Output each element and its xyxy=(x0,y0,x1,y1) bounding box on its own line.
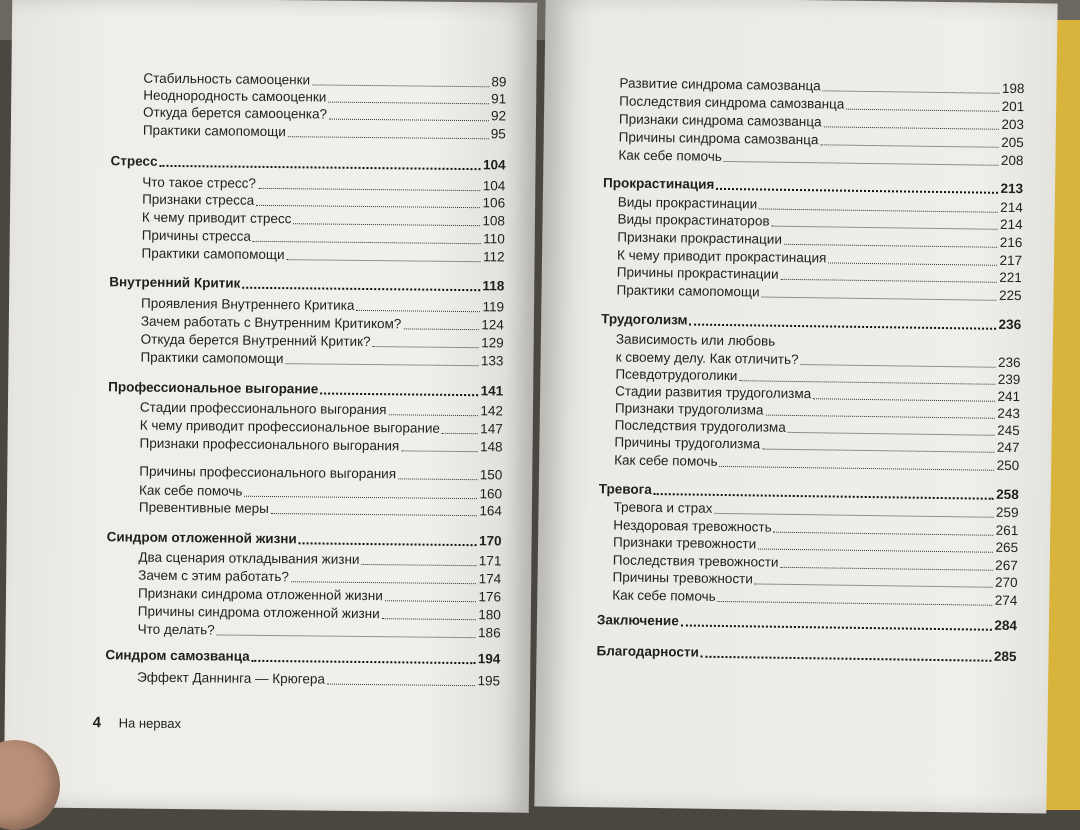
toc-page-number: 174 xyxy=(478,571,502,587)
toc-section-entry xyxy=(110,153,505,173)
toc-page-number: 89 xyxy=(491,74,507,90)
toc-entry-title: Два сценария откладывания жизни xyxy=(138,549,360,567)
toc-entry-title: Практики самопомощи xyxy=(140,349,284,367)
toc-page-number: 91 xyxy=(491,91,507,107)
toc-page-number: 160 xyxy=(479,486,503,502)
toc-entry-title: Синдром самозванца xyxy=(105,647,250,664)
toc-page-number: 198 xyxy=(1001,80,1025,97)
dot-leader xyxy=(328,102,489,105)
toc-section-entry xyxy=(597,612,1017,634)
toc-page-number: 141 xyxy=(480,383,504,399)
dot-leader xyxy=(356,310,480,312)
dot-leader xyxy=(288,136,489,139)
running-title: На нервах xyxy=(118,715,182,732)
dot-leader xyxy=(287,259,481,262)
toc-entry-title: Как себе помочь xyxy=(139,482,243,499)
toc-page-number: 92 xyxy=(490,108,507,124)
toc-entry xyxy=(614,452,1019,474)
toc-entry-title: Причины синдрома отложенной жизни xyxy=(137,603,380,622)
toc-entry xyxy=(142,192,505,212)
toc-page-number: 176 xyxy=(478,589,502,605)
toc-entry-title: Как себе помочь xyxy=(614,452,718,469)
dot-leader xyxy=(252,660,476,664)
toc-page-number: 104 xyxy=(482,157,506,173)
toc-entry-title: Тревога и страх xyxy=(613,499,713,516)
toc-page-number: 186 xyxy=(478,625,501,641)
toc-entry-title: Псевдотрудоголики xyxy=(615,366,738,384)
toc-entry-title: Признаки синдрома отложенной жизни xyxy=(137,585,383,604)
left-page xyxy=(4,0,537,813)
toc-entry-title: Причины прокрастинации xyxy=(616,264,779,282)
dot-leader xyxy=(361,564,476,566)
toc-entry-title: Причины тревожности xyxy=(612,569,753,587)
dot-leader xyxy=(701,656,992,662)
page-footer xyxy=(93,714,182,732)
dot-leader xyxy=(780,279,997,283)
dot-leader xyxy=(784,244,998,248)
toc-page-number: 104 xyxy=(482,178,506,194)
dot-leader xyxy=(716,188,998,194)
toc-entry xyxy=(140,418,503,438)
toc-entry-title: К чему приводит профессиональное выгорание xyxy=(139,417,441,436)
toc-entry-title: Зачем с этим работать? xyxy=(138,567,290,585)
dot-leader xyxy=(253,241,481,244)
toc-page-number: 148 xyxy=(479,439,503,455)
toc-page-number: 265 xyxy=(995,539,1019,556)
toc-page-number: 147 xyxy=(480,421,503,437)
dot-leader xyxy=(244,496,477,499)
toc-entry-title: Причины синдрома самозванца xyxy=(618,129,819,148)
dot-leader xyxy=(771,226,997,230)
toc-section-entry xyxy=(596,643,1016,665)
toc-section-entry xyxy=(108,379,503,399)
toc-entry-title: Откуда берется самооценка? xyxy=(142,104,328,122)
toc-entry-title: Практики самопомощи xyxy=(616,282,760,300)
toc-entry-title: Виды прокрастинаторов xyxy=(617,211,770,229)
toc-page-number: 106 xyxy=(482,195,506,211)
toc-entry xyxy=(138,622,501,642)
toc-page-number: 239 xyxy=(997,371,1021,388)
toc-page-number: 108 xyxy=(482,213,506,229)
toc-entry-title: Признаки прокрастинации xyxy=(617,229,783,247)
toc-entry xyxy=(612,587,1017,609)
toc-page-number: 241 xyxy=(997,388,1021,405)
toc-page-number: 205 xyxy=(1001,134,1024,151)
toc-entry-title: Зачем работать с Внутренним Критиком? xyxy=(140,313,402,332)
toc-page-number: 270 xyxy=(994,574,1018,591)
toc-page-number: 164 xyxy=(479,503,502,519)
dot-leader xyxy=(285,363,478,366)
toc-page-number: 285 xyxy=(993,648,1017,665)
dot-leader xyxy=(159,165,481,170)
toc-entry xyxy=(137,670,500,690)
toc-page-number: 259 xyxy=(995,504,1019,521)
toc-entry-title: Виды прокрастинации xyxy=(617,194,758,212)
toc-entry xyxy=(142,210,505,230)
toc-entry xyxy=(138,568,501,588)
toc-page-number: 261 xyxy=(995,522,1019,539)
dot-leader xyxy=(755,583,993,587)
toc-entry xyxy=(143,105,506,125)
toc-entry-title: Трудоголизм xyxy=(601,311,688,328)
toc-entry-title: Нездоровая тревожность xyxy=(613,517,772,535)
dot-leader xyxy=(820,144,999,147)
dot-leader xyxy=(724,161,999,166)
toc-entry-title: Признаки профессионального выгорания xyxy=(139,435,400,454)
toc-page-number: 236 xyxy=(997,354,1021,371)
toc-entry-title: Признаки стресса xyxy=(142,191,255,208)
toc-page-number: 118 xyxy=(482,278,505,294)
toc-entry xyxy=(139,464,502,484)
toc-entry-title: Зависимость или любовь xyxy=(615,331,776,349)
toc-entry-title: Откуда берется Внутренний Критик? xyxy=(140,331,371,350)
toc-page-number: 129 xyxy=(481,335,504,351)
toc-entry-title: Практики самопомощи xyxy=(142,122,286,140)
toc-entry-title: Эффект Даннинга — Крюгера xyxy=(137,669,325,687)
toc-entry xyxy=(143,123,506,143)
toc-page-number: 150 xyxy=(479,467,503,483)
toc-entry-title: Практики самопомощи xyxy=(141,245,285,263)
toc-entry xyxy=(138,586,501,606)
toc-page-number: 180 xyxy=(478,607,501,623)
toc-entry xyxy=(140,350,503,370)
toc-page-number: 142 xyxy=(480,403,504,419)
toc-entry-title: Профессиональное выгорание xyxy=(108,379,319,397)
toc-entry-title: Что такое стресс? xyxy=(142,174,257,191)
toc-entry-title: Как себе помочь xyxy=(612,587,716,604)
dot-leader xyxy=(256,205,480,208)
toc-page-number: 171 xyxy=(478,553,502,569)
dot-leader xyxy=(828,262,997,265)
dot-leader xyxy=(788,432,995,436)
dot-leader xyxy=(719,466,994,471)
toc-page-number: 112 xyxy=(482,249,505,265)
dot-leader xyxy=(271,513,477,516)
toc-page-number: 124 xyxy=(481,317,504,333)
dot-leader xyxy=(217,634,476,638)
toc-entry-title: Признаки трудоголизма xyxy=(614,400,764,418)
toc-entry xyxy=(140,400,503,420)
toc-entry-title: Стресс xyxy=(110,153,158,169)
dot-leader xyxy=(403,328,479,330)
toc-entry-title: Стадии профессионального выгорания xyxy=(139,399,387,418)
toc-page-number: 214 xyxy=(1000,199,1023,216)
dot-leader xyxy=(442,433,478,434)
toc-entry-title: Стадии развития трудоголизма xyxy=(615,383,812,402)
dot-leader xyxy=(689,324,996,330)
dot-leader xyxy=(401,450,478,452)
dot-leader xyxy=(299,542,477,546)
toc-entry-title: Прокрастинация xyxy=(602,175,715,192)
dot-leader xyxy=(312,84,489,87)
toc-entry-title: Как себе помочь xyxy=(618,147,722,164)
dot-leader xyxy=(291,581,477,584)
dot-leader xyxy=(242,287,480,291)
dot-leader xyxy=(327,684,476,687)
toc-entry-title: Что делать? xyxy=(137,621,215,638)
toc-entry-title: Последствия трудоголизма xyxy=(614,417,786,435)
toc-section-entry xyxy=(107,529,502,549)
dot-leader xyxy=(780,567,993,571)
toc-entry-title: Стабильность самооценки xyxy=(143,70,311,88)
toc-entry xyxy=(616,282,1021,304)
toc-entry-title: К чему приводит прокрастинация xyxy=(616,247,827,266)
toc-page-number: 214 xyxy=(999,216,1023,233)
toc-section-entry xyxy=(601,311,1021,333)
toc-page-number: 250 xyxy=(996,457,1020,474)
dot-leader xyxy=(654,493,994,500)
toc-entry-title: Синдром отложенной жизни xyxy=(106,529,297,547)
right-page xyxy=(534,0,1057,814)
toc-page-number: 245 xyxy=(997,422,1020,439)
toc-entry xyxy=(138,604,501,624)
dot-leader xyxy=(681,624,993,630)
dot-leader xyxy=(293,223,480,226)
toc-page-number: 221 xyxy=(999,269,1022,286)
toc-page-number: 243 xyxy=(997,405,1021,422)
dot-leader xyxy=(258,188,481,191)
dot-leader xyxy=(739,380,995,385)
dot-leader xyxy=(382,618,477,620)
toc-page-number: 133 xyxy=(480,353,504,369)
toc-entry-title: Причины профессионального выгорания xyxy=(139,463,397,482)
toc-page-number: 274 xyxy=(994,592,1018,609)
toc-entry-title: к своему делу. Как отличить? xyxy=(615,349,799,368)
toc-page-number: 236 xyxy=(998,316,1022,333)
toc-page-number: 225 xyxy=(998,287,1022,304)
toc-page-number: 119 xyxy=(482,299,505,315)
dot-leader xyxy=(373,346,480,348)
toc-page-number: 110 xyxy=(483,231,505,247)
toc-entry-title: Благодарности xyxy=(596,643,699,660)
toc-page-number: 216 xyxy=(999,234,1023,251)
toc-entry-title: К чему приводит стресс xyxy=(141,209,292,227)
toc-entry xyxy=(141,246,504,266)
dot-leader xyxy=(765,415,995,419)
toc-entry-title: Проявления Внутреннего Критика xyxy=(140,295,355,313)
toc-section-entry xyxy=(109,274,504,294)
toc-page-number: 213 xyxy=(1000,180,1024,197)
toc-page-number: 195 xyxy=(477,673,501,689)
page-number: 4 xyxy=(92,714,102,732)
dot-leader xyxy=(388,414,478,416)
toc-entry xyxy=(141,332,504,352)
dot-leader xyxy=(774,532,994,536)
dot-leader xyxy=(823,126,999,129)
toc-page-number: 194 xyxy=(477,651,501,667)
toc-section-entry xyxy=(603,175,1023,197)
dot-leader xyxy=(846,109,999,112)
toc-entry-title: Последствия тревожности xyxy=(612,552,779,570)
dot-leader xyxy=(762,449,995,453)
toc-entry xyxy=(139,500,502,520)
dot-leader xyxy=(714,513,994,518)
toc-page-number: 247 xyxy=(996,439,1020,456)
toc-entry xyxy=(141,296,504,316)
toc-entry-title: Признаки синдрома самозванца xyxy=(618,111,822,130)
toc-entry-title: Тревога xyxy=(598,481,652,497)
toc-page-number: 203 xyxy=(1001,116,1025,133)
dot-leader xyxy=(762,297,997,301)
toc-page-number: 201 xyxy=(1001,98,1025,115)
toc-entry xyxy=(138,550,501,570)
toc-entry-title: Заключение xyxy=(596,612,679,629)
toc-page-number: 217 xyxy=(999,252,1023,269)
toc-page-number: 208 xyxy=(1000,152,1024,169)
toc-entry-title: Причины стресса xyxy=(141,227,252,244)
toc-page-number: 267 xyxy=(995,557,1018,574)
toc-entry-title: Внутренний Критик xyxy=(109,274,241,291)
dot-leader xyxy=(320,393,478,397)
toc-page-number: 170 xyxy=(478,533,502,549)
dot-leader xyxy=(385,600,477,602)
toc-page-number: 95 xyxy=(490,126,506,142)
toc-entry xyxy=(141,314,504,334)
toc-page-number: 258 xyxy=(996,486,1019,503)
toc-entry-title: Причины трудоголизма xyxy=(614,434,761,452)
toc-entry-title: Неоднородность самооценки xyxy=(143,87,327,105)
toc-entry-title: Развитие синдрома самозванца xyxy=(619,75,821,94)
dot-leader xyxy=(758,548,993,552)
dot-leader xyxy=(759,208,998,212)
toc-entry xyxy=(142,228,505,248)
dot-leader xyxy=(398,478,478,480)
dot-leader xyxy=(800,364,996,368)
toc-page-number: 284 xyxy=(994,617,1018,634)
toc-entry-title: Превентивные меры xyxy=(138,499,270,516)
toc-entry xyxy=(618,147,1023,169)
toc-entry-title: Признаки тревожности xyxy=(612,534,757,552)
dot-leader xyxy=(718,601,993,606)
dot-leader xyxy=(823,90,1000,93)
toc-section-entry xyxy=(105,647,500,667)
dot-leader xyxy=(329,119,489,122)
toc-entry xyxy=(140,436,503,456)
dot-leader xyxy=(813,398,995,402)
toc-entry-title: Последствия синдрома самозванца xyxy=(619,93,845,112)
